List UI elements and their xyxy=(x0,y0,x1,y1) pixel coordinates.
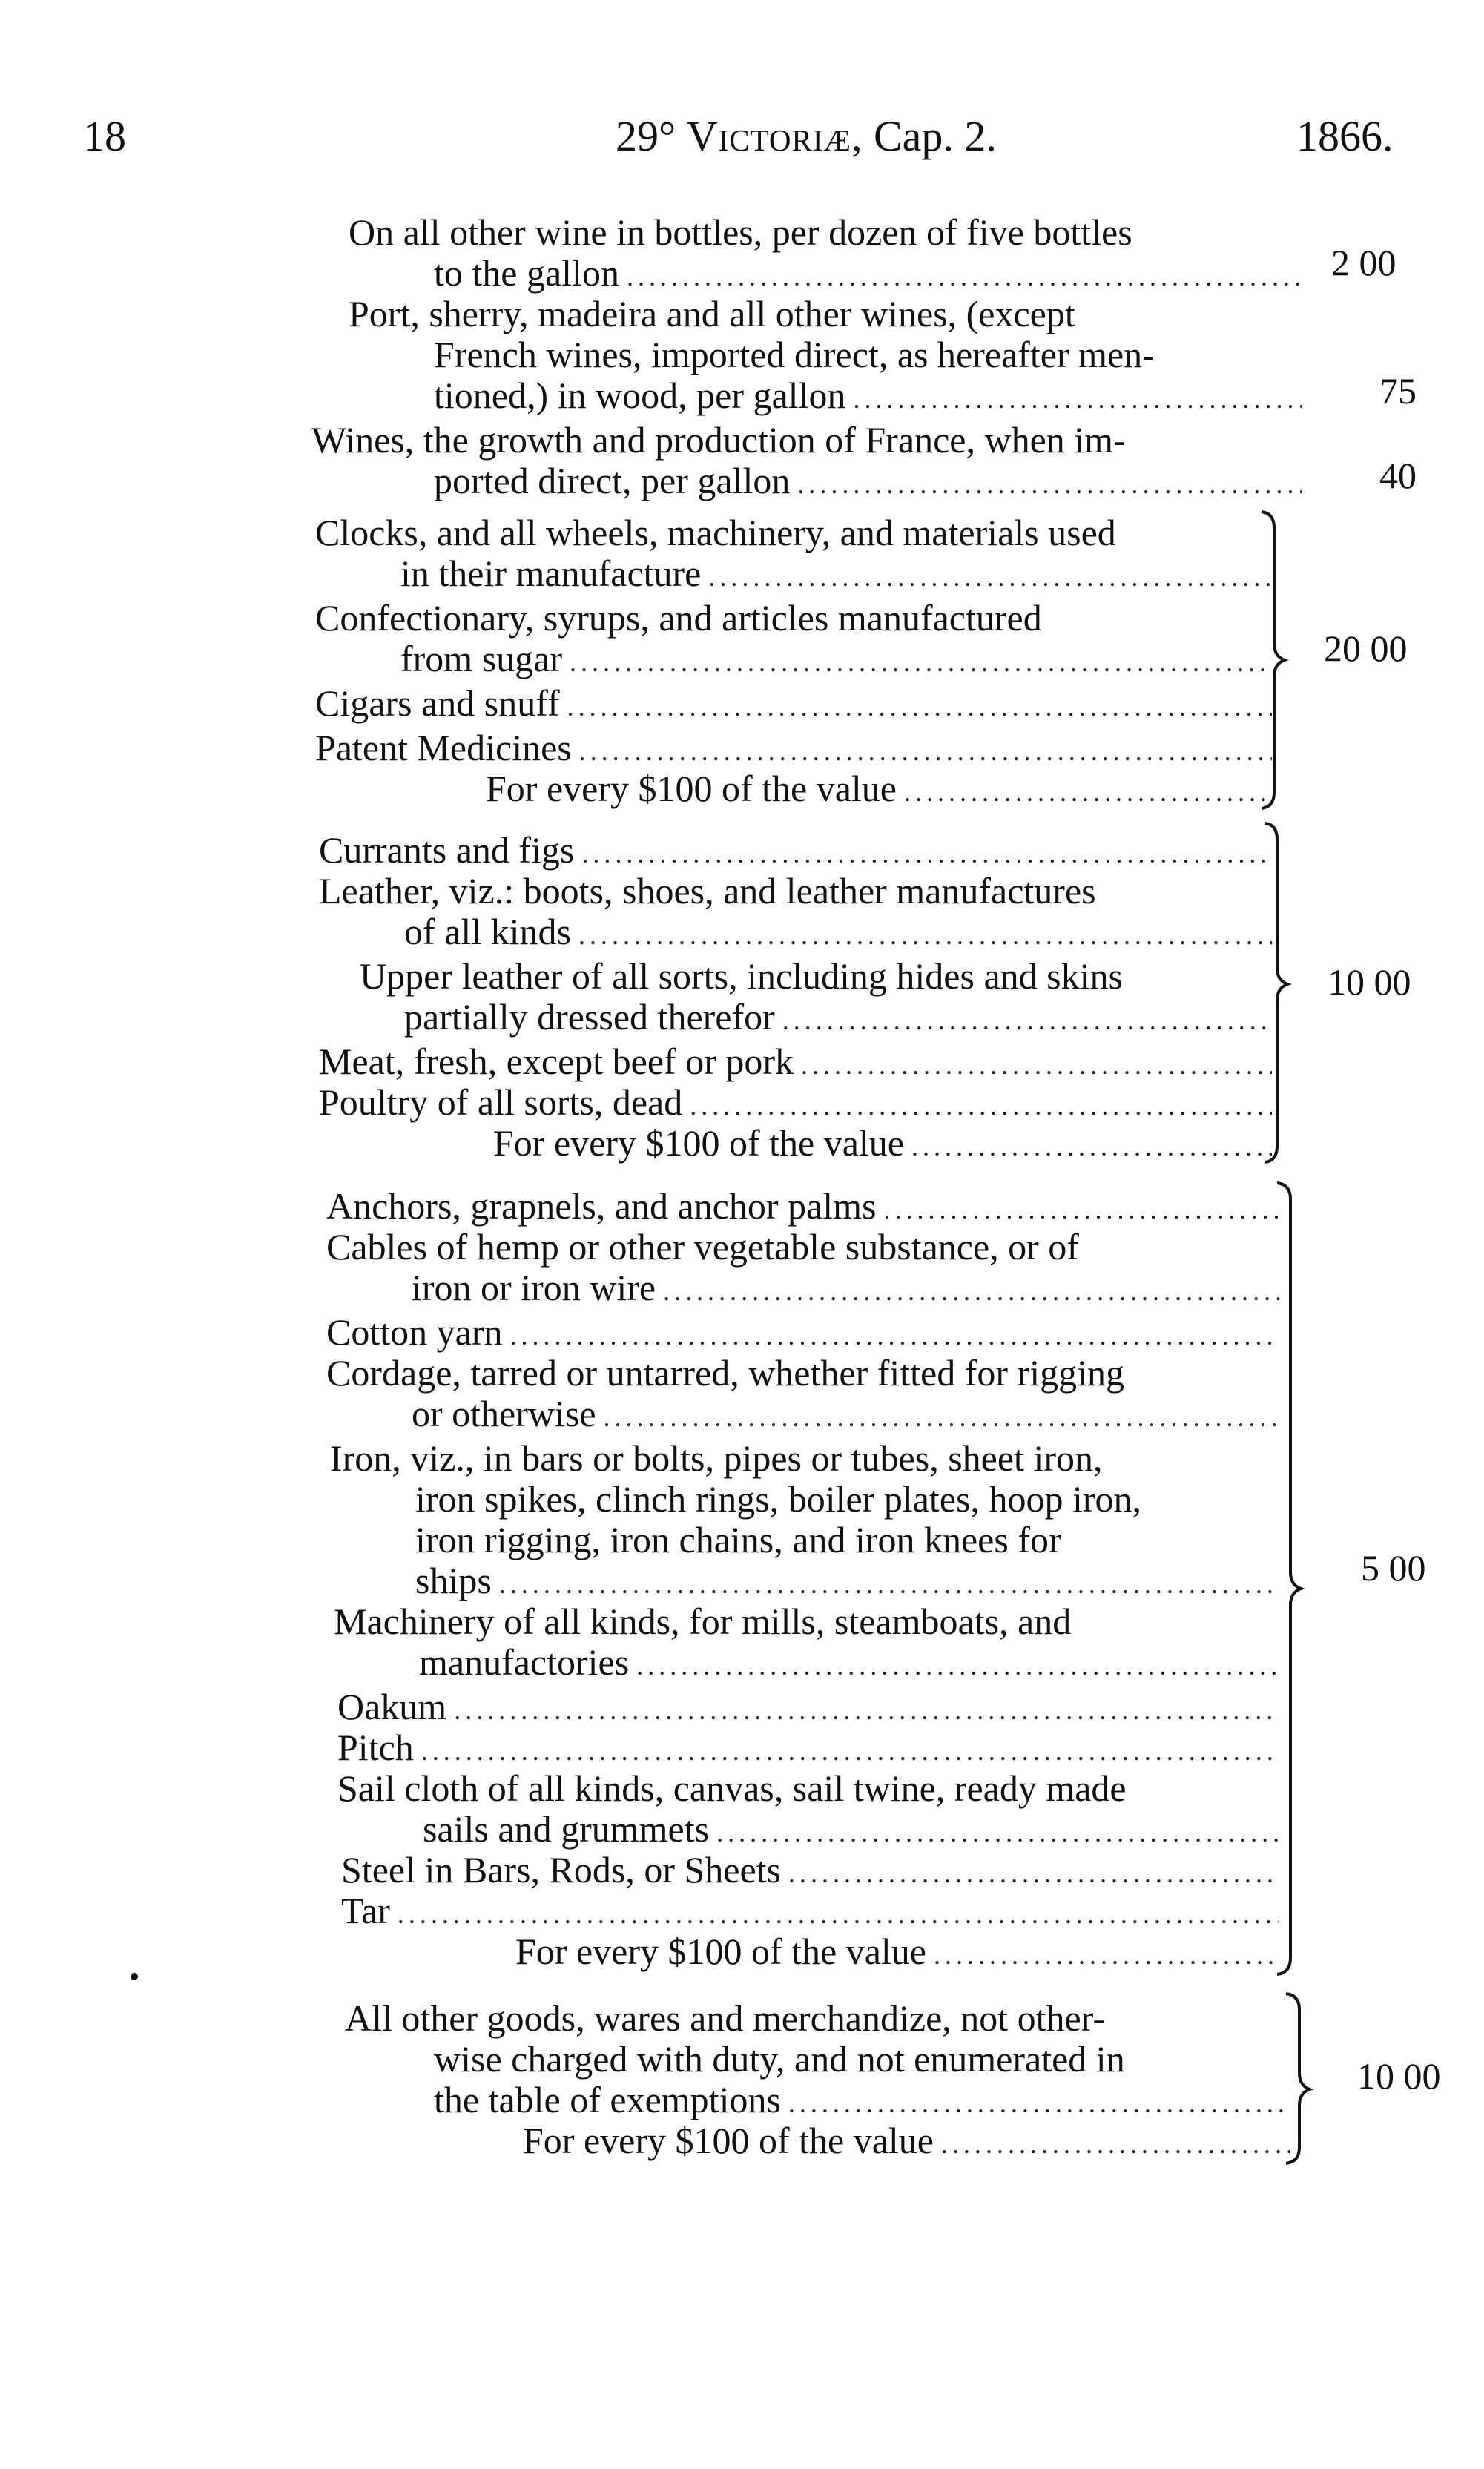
entry-line: Cables of hemp or other vegetable substance, or of xyxy=(326,1226,1079,1268)
entry-line: manufactories ..... xyxy=(419,1641,1279,1683)
title-prefix: 29° xyxy=(616,112,687,160)
brace-group-other-goods xyxy=(1286,1994,1310,2163)
brace-group-clocks xyxy=(1262,512,1285,808)
entry-line: the table of exemptions ..... xyxy=(434,2079,1290,2120)
entry-line: Pitch ..... xyxy=(337,1727,1279,1768)
entry-line: iron rigging, iron chains, and iron knees for xyxy=(415,1519,1061,1560)
brace-group-currants xyxy=(1265,823,1287,1162)
entry-line: For every $100 of the value ..... xyxy=(493,1122,1272,1164)
entry-line: Anchors, grapnels, and anchor palms ..... xyxy=(326,1185,1279,1227)
title-suffix: Cap. 2. xyxy=(863,112,997,160)
entry-line: Sail cloth of all kinds, canvas, sail twine, ready made xyxy=(337,1767,1127,1809)
entry-line: For every $100 of the value ..... xyxy=(523,2120,1290,2161)
entry-line: Cotton yarn ..... xyxy=(326,1311,1279,1353)
entry-line: Machinery of all kinds, for mills, steamboats, and xyxy=(334,1601,1072,1642)
entry-line: All other goods, wares and merchandize, not other- xyxy=(345,1997,1106,2039)
entry-line: Leather, viz.: boots, shoes, and leather manufactures xyxy=(319,870,1096,912)
entry-line: to the gallon ..... xyxy=(434,252,1302,294)
entry-line: Patent Medicines ..... xyxy=(315,727,1272,768)
entry-line: Tar ..... xyxy=(341,1890,1279,1931)
entry-line: Cigars and snuff ..... xyxy=(315,682,1272,724)
entry-line: from sugar ..... xyxy=(400,638,1268,679)
entry-line: Clocks, and all wheels, machinery, and materials used xyxy=(315,512,1116,553)
brace-marks xyxy=(1261,0,1350,2469)
entry-line: Wines, the growth and production of France, when im- xyxy=(311,419,1126,461)
entry-line: Confectionary, syrups, and articles manufactured xyxy=(315,597,1042,639)
brace-group-anchors xyxy=(1277,1183,1301,1974)
rate-value: 10 00 xyxy=(1357,2055,1441,2097)
entry-line: Steel in Bars, Rods, or Sheets ..... xyxy=(341,1849,1279,1891)
entry-line: Cordage, tarred or untarred, whether fitted for rigging xyxy=(326,1352,1124,1394)
entry-line: wise charged with duty, and not enumerated in xyxy=(434,2038,1125,2080)
rate-value: 10 00 xyxy=(1328,961,1411,1003)
entry-line: or otherwise ..... xyxy=(412,1393,1279,1434)
entry-line: ported direct, per gallon ..... xyxy=(434,460,1302,501)
entry-line: Port, sherry, madeira and all other wines, (except xyxy=(349,293,1075,334)
page-year: 1866. xyxy=(1296,112,1394,160)
entry-line: Currants and figs ..... xyxy=(319,829,1272,871)
rate-value: 5 00 xyxy=(1361,1547,1426,1589)
entry-line: Poultry of all sorts, dead ..... xyxy=(319,1081,1272,1123)
entry-line: in their manufacture ..... xyxy=(400,553,1272,594)
entry-line: iron spikes, clinch rings, boiler plates, hoop iron, xyxy=(415,1478,1142,1520)
rate-value: 40 xyxy=(1379,455,1417,496)
entry-line: Upper leather of all sorts, including hides and skins xyxy=(360,955,1123,997)
entry-line: For every $100 of the value ..... xyxy=(515,1931,1279,1972)
page-number: 18 xyxy=(83,112,126,160)
running-title xyxy=(616,111,997,161)
entry-line: On all other wine in bottles, per dozen of five bottles xyxy=(349,211,1132,253)
entry-line: partially dressed therefor ..... xyxy=(404,996,1272,1038)
entry-line: Oakum ..... xyxy=(337,1686,1279,1727)
title-smallcaps: Victoriæ, xyxy=(686,112,863,160)
entry-line: tioned,) in wood, per gallon ..... xyxy=(434,375,1302,416)
entry-line: Meat, fresh, except beef or pork ..... xyxy=(319,1041,1272,1082)
ink-dot-mark xyxy=(131,1973,138,1980)
rate-value: 2 00 xyxy=(1331,242,1396,283)
entry-line: iron or iron wire ..... xyxy=(412,1267,1279,1308)
rate-value: 75 xyxy=(1379,370,1417,412)
entry-line: sails and grummets ..... xyxy=(423,1808,1279,1850)
rate-value: 20 00 xyxy=(1324,627,1408,669)
entry-line: French wines, imported direct, as hereafter men- xyxy=(434,334,1155,375)
entry-line: For every $100 of the value ..... xyxy=(486,768,1268,809)
entry-line: ships ..... xyxy=(415,1560,1279,1601)
entry-line: of all kinds ..... xyxy=(404,911,1272,952)
entry-line: Iron, viz., in bars or bolts, pipes or tubes, sheet iron, xyxy=(330,1437,1103,1479)
